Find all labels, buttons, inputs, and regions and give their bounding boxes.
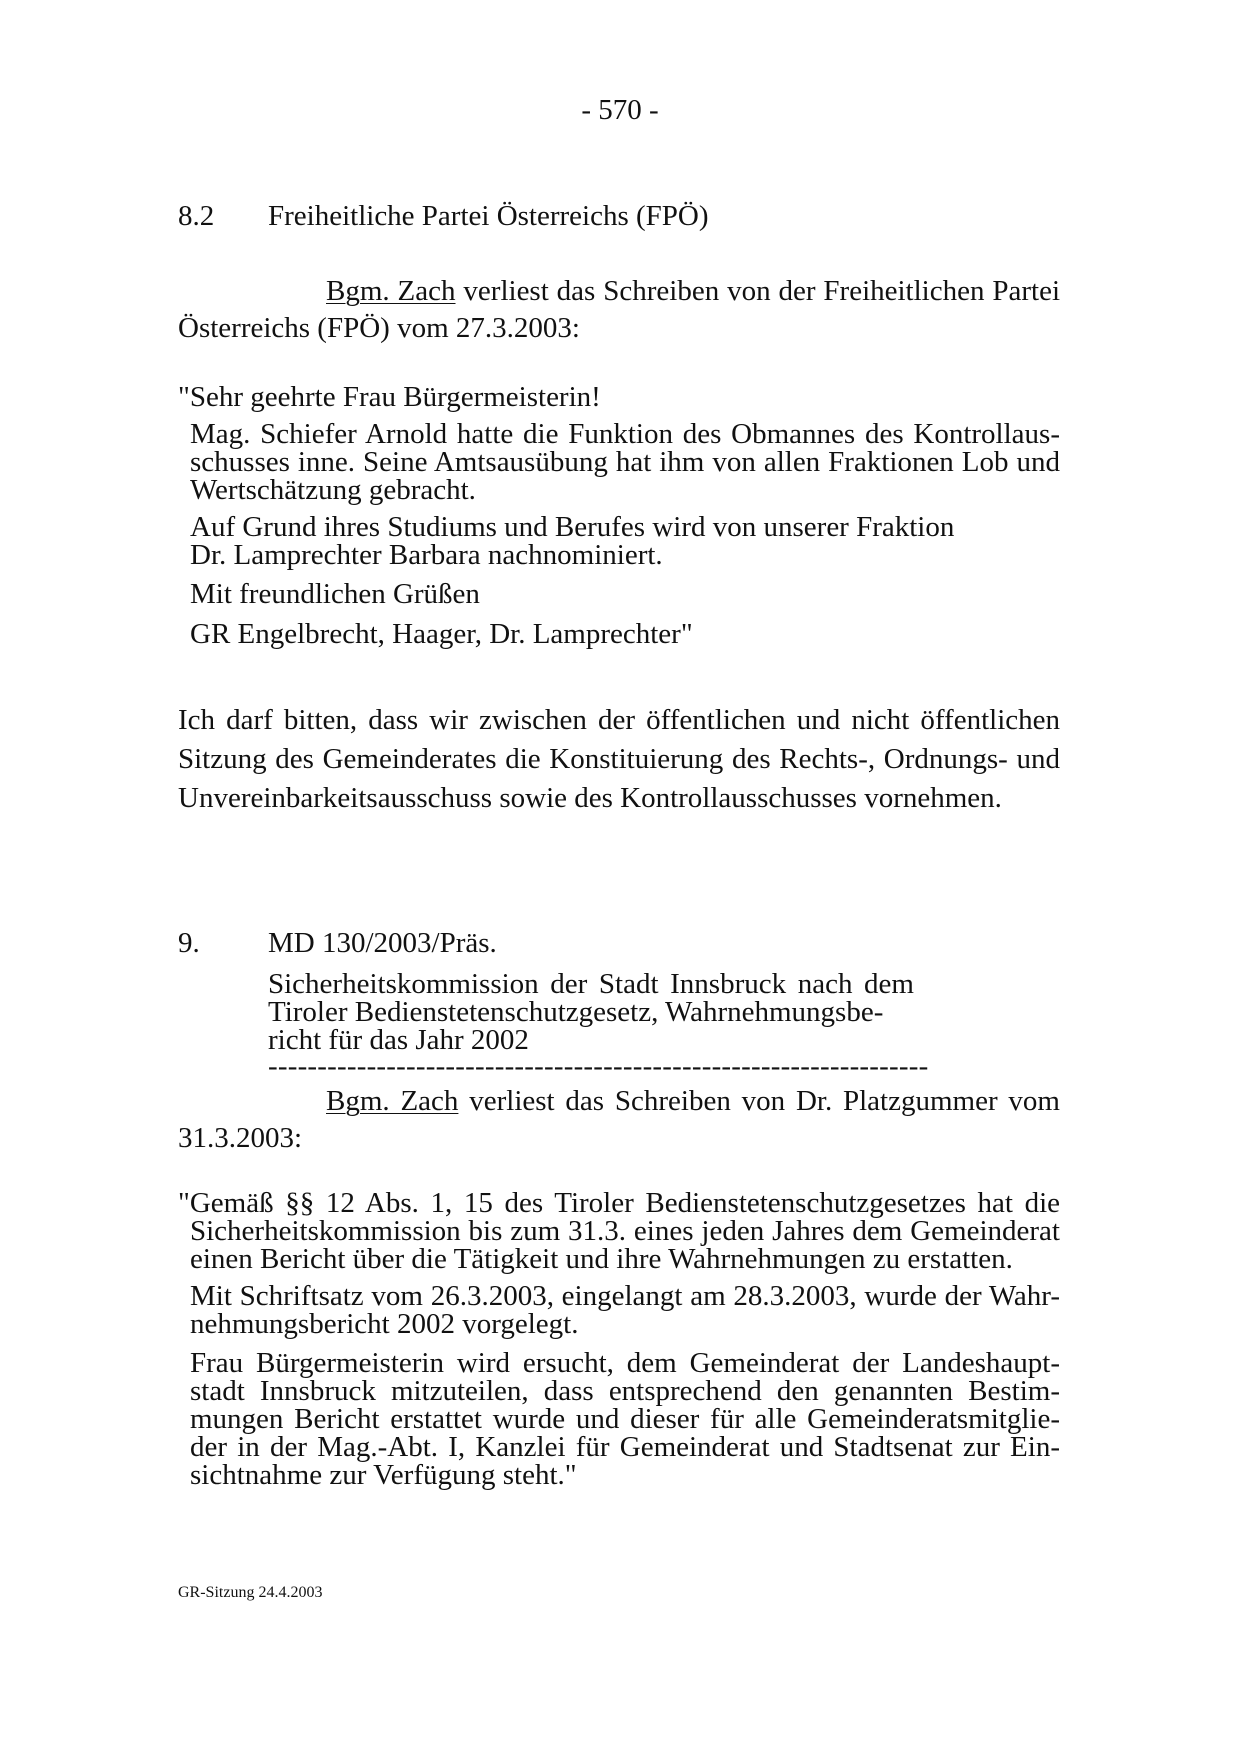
letter-salutation: "Sehr geehrte Frau Bürgermeisterin!	[178, 381, 601, 413]
subject-line: richt für das Jahr 2002	[268, 1024, 529, 1056]
section-title: Freiheitliche Partei Österreichs (FPÖ)	[268, 200, 709, 232]
quote-line: "Gemäß §§ 12 Abs. 1, 15 des Tiroler Bedienstetenschutzgesetzes hat die	[178, 1187, 1060, 1219]
section-number: 9.	[178, 927, 200, 959]
request-line: Ich darf bitten, dass wir zwischen der öffentlichen und nicht öffentlichen	[178, 704, 1060, 736]
intro-line-1: Bgm. Zach verliest das Schreiben von der Freiheitlichen Partei	[326, 275, 1061, 307]
letter-paragraph	[190, 420, 1060, 504]
intro-paragraph	[178, 1083, 1060, 1157]
intro-line-1: Bgm. Zach verliest das Schreiben von Dr. Platzgummer vom	[326, 1085, 1060, 1117]
section-subject	[268, 970, 914, 1054]
letter-line: Auf Grund ihres Studiums und Berufes wird von unserer Fraktion	[190, 511, 955, 543]
quote-line: Frau Bürgermeisterin wird ersucht, dem Gemeinderat der Landeshaupt-	[190, 1347, 1060, 1379]
quote-line: der in der Mag.-Abt. I, Kanzlei für Gemeinderat und Stadtsenat zur Ein-	[190, 1431, 1060, 1463]
letter-line: Wertschätzung gebracht.	[190, 474, 476, 506]
separator-line: -------------------------------------------------------------------	[268, 1050, 929, 1082]
request-line: Unvereinbarkeitsausschuss sowie des Kontrollausschusses vornehmen.	[178, 782, 1002, 814]
intro-line-2: 31.3.2003:	[178, 1122, 303, 1154]
quote-line: mungen Bericht erstattet wurde und dieser für alle Gemeinderatsmitglie-	[190, 1403, 1060, 1435]
subject-line: Sicherheitskommission der Stadt Innsbruck nach dem	[268, 968, 914, 1000]
quote-paragraph	[190, 1282, 1060, 1338]
section-number: 8.2	[178, 200, 215, 232]
letter-closing: Mit freundlichen Grüßen	[190, 578, 480, 610]
letter-signature: GR Engelbrecht, Haager, Dr. Lamprechter"	[190, 618, 693, 650]
quote-paragraph	[190, 1349, 1060, 1489]
letter-line: Mag. Schiefer Arnold hatte die Funktion des Obmannes des Kontrollaus-	[190, 418, 1060, 450]
quote-line: nehmungsbericht 2002 vorgelegt.	[190, 1308, 579, 1340]
quote-line: sichtnahme zur Verfügung steht."	[190, 1459, 577, 1491]
letter-paragraph	[190, 513, 954, 569]
request-line: Sitzung des Gemeinderates die Konstituierung des Rechts-, Ordnungs- und	[178, 743, 1060, 775]
letter-line: schusses inne. Seine Amtsausübung hat ihm von allen Fraktionen Lob und	[190, 446, 1060, 478]
intro-paragraph	[178, 273, 1060, 347]
section-reference: MD 130/2003/Präs.	[268, 927, 497, 959]
page-number: - 570 -	[581, 94, 659, 126]
speaker-name: Bgm. Zach	[326, 1085, 459, 1117]
quote-line: einen Bericht über die Tätigkeit und ihre Wahrnehmungen zu erstatten.	[190, 1243, 1013, 1275]
letter-line: Dr. Lamprechter Barbara nachnominiert.	[190, 539, 663, 571]
quote-line: stadt Innsbruck mitzuteilen, dass entsprechend den genannten Bestim-	[190, 1375, 1060, 1407]
speaker-name: Bgm. Zach	[326, 275, 456, 307]
intro-line-2: Österreichs (FPÖ) vom 27.3.2003:	[178, 312, 580, 344]
subject-line: Tiroler Bedienstetenschutzgesetz, Wahrnehmungsbe-	[268, 996, 884, 1028]
quote-paragraph	[178, 1189, 1060, 1273]
quote-line: Mit Schriftsatz vom 26.3.2003, eingelangt am 28.3.2003, wurde der Wahr-	[190, 1280, 1060, 1312]
request-paragraph	[178, 701, 1060, 818]
quote-line: Sicherheitskommission bis zum 31.3. eines jeden Jahres dem Gemeinderat	[190, 1215, 1060, 1247]
page-footer: GR-Sitzung 24.4.2003	[178, 1584, 323, 1601]
